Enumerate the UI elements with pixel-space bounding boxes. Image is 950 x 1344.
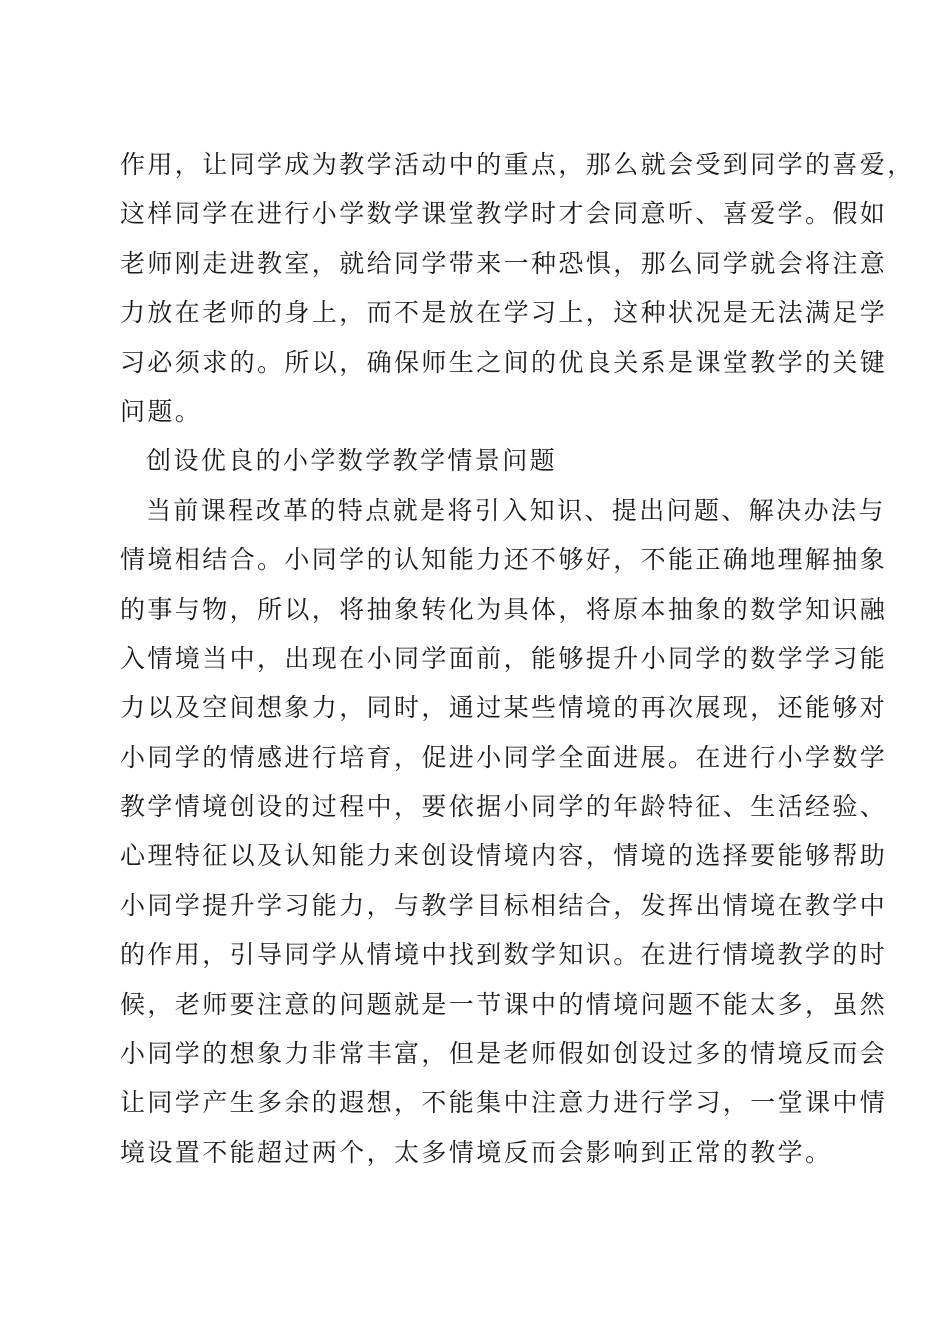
text-line: 候，老师要注意的问题就是一节课中的情境问题不能太多，虽然 — [120, 989, 888, 1019]
text-line: 小同学提升学习能力，与教学目标相结合，发挥出情境在教学中 — [120, 890, 888, 920]
text-line: 心理特征以及认知能力来创设情境内容，情境的选择要能够帮助 — [120, 841, 888, 871]
text-line: 让同学产生多余的遐想，不能集中注意力进行学习，一堂课中情 — [120, 1088, 888, 1118]
text-line: 小同学的情感进行培育，促进小同学全面进展。在进行小学数学 — [120, 742, 888, 772]
text-line: 问题。 — [120, 396, 203, 426]
text-line: 当前课程改革的特点就是将引入知识、提出问题、解决办法与 — [146, 495, 886, 525]
text-line: 力放在老师的身上，而不是放在学习上，这种状况是无法满足学 — [120, 298, 888, 328]
document-body — [120, 140, 915, 1177]
text-line: 教学情境创设的过程中，要依据小同学的年龄特征、生活经验、 — [120, 792, 888, 822]
text-line: 的事与物，所以，将抽象转化为具体，将原本抽象的数学知识融 — [120, 594, 888, 624]
text-line: 境设置不能超过两个，太多情境反而会影响到正常的教学。 — [120, 1137, 833, 1167]
text-line: 老师刚走进教室，就给同学带来一种恐惧，那么同学就会将注意 — [120, 248, 888, 278]
paragraph-teacher-student-relationship — [120, 140, 915, 436]
text-line: 的作用，引导同学从情境中找到数学知识。在进行情境教学的时 — [120, 940, 888, 970]
text-line: 力以及空间想象力，同时，通过某些情境的再次展现，还能够对 — [120, 693, 888, 723]
text-line: 作用，让同学成为教学活动中的重点，那么就会受到同学的喜爱， — [120, 150, 915, 179]
section-heading: 创设优良的小学数学教学情景问题 — [146, 446, 558, 476]
text-line: 习必须求的。所以，确保师生之间的优良关系是课堂教学的关键 — [120, 347, 888, 377]
text-line: 情境相结合。小同学的认知能力还不够好，不能正确地理解抽象 — [120, 545, 888, 575]
text-line: 入情境当中，出现在小同学面前，能够提升小同学的数学学习能 — [120, 643, 888, 673]
text-line: 这样同学在进行小学数学课堂教学时才会同意听、喜爱学。假如 — [120, 199, 888, 229]
text-line: 小同学的想象力非常丰富，但是老师假如创设过多的情境反而会 — [120, 1039, 888, 1069]
paragraph-teaching-situations — [120, 486, 888, 1177]
